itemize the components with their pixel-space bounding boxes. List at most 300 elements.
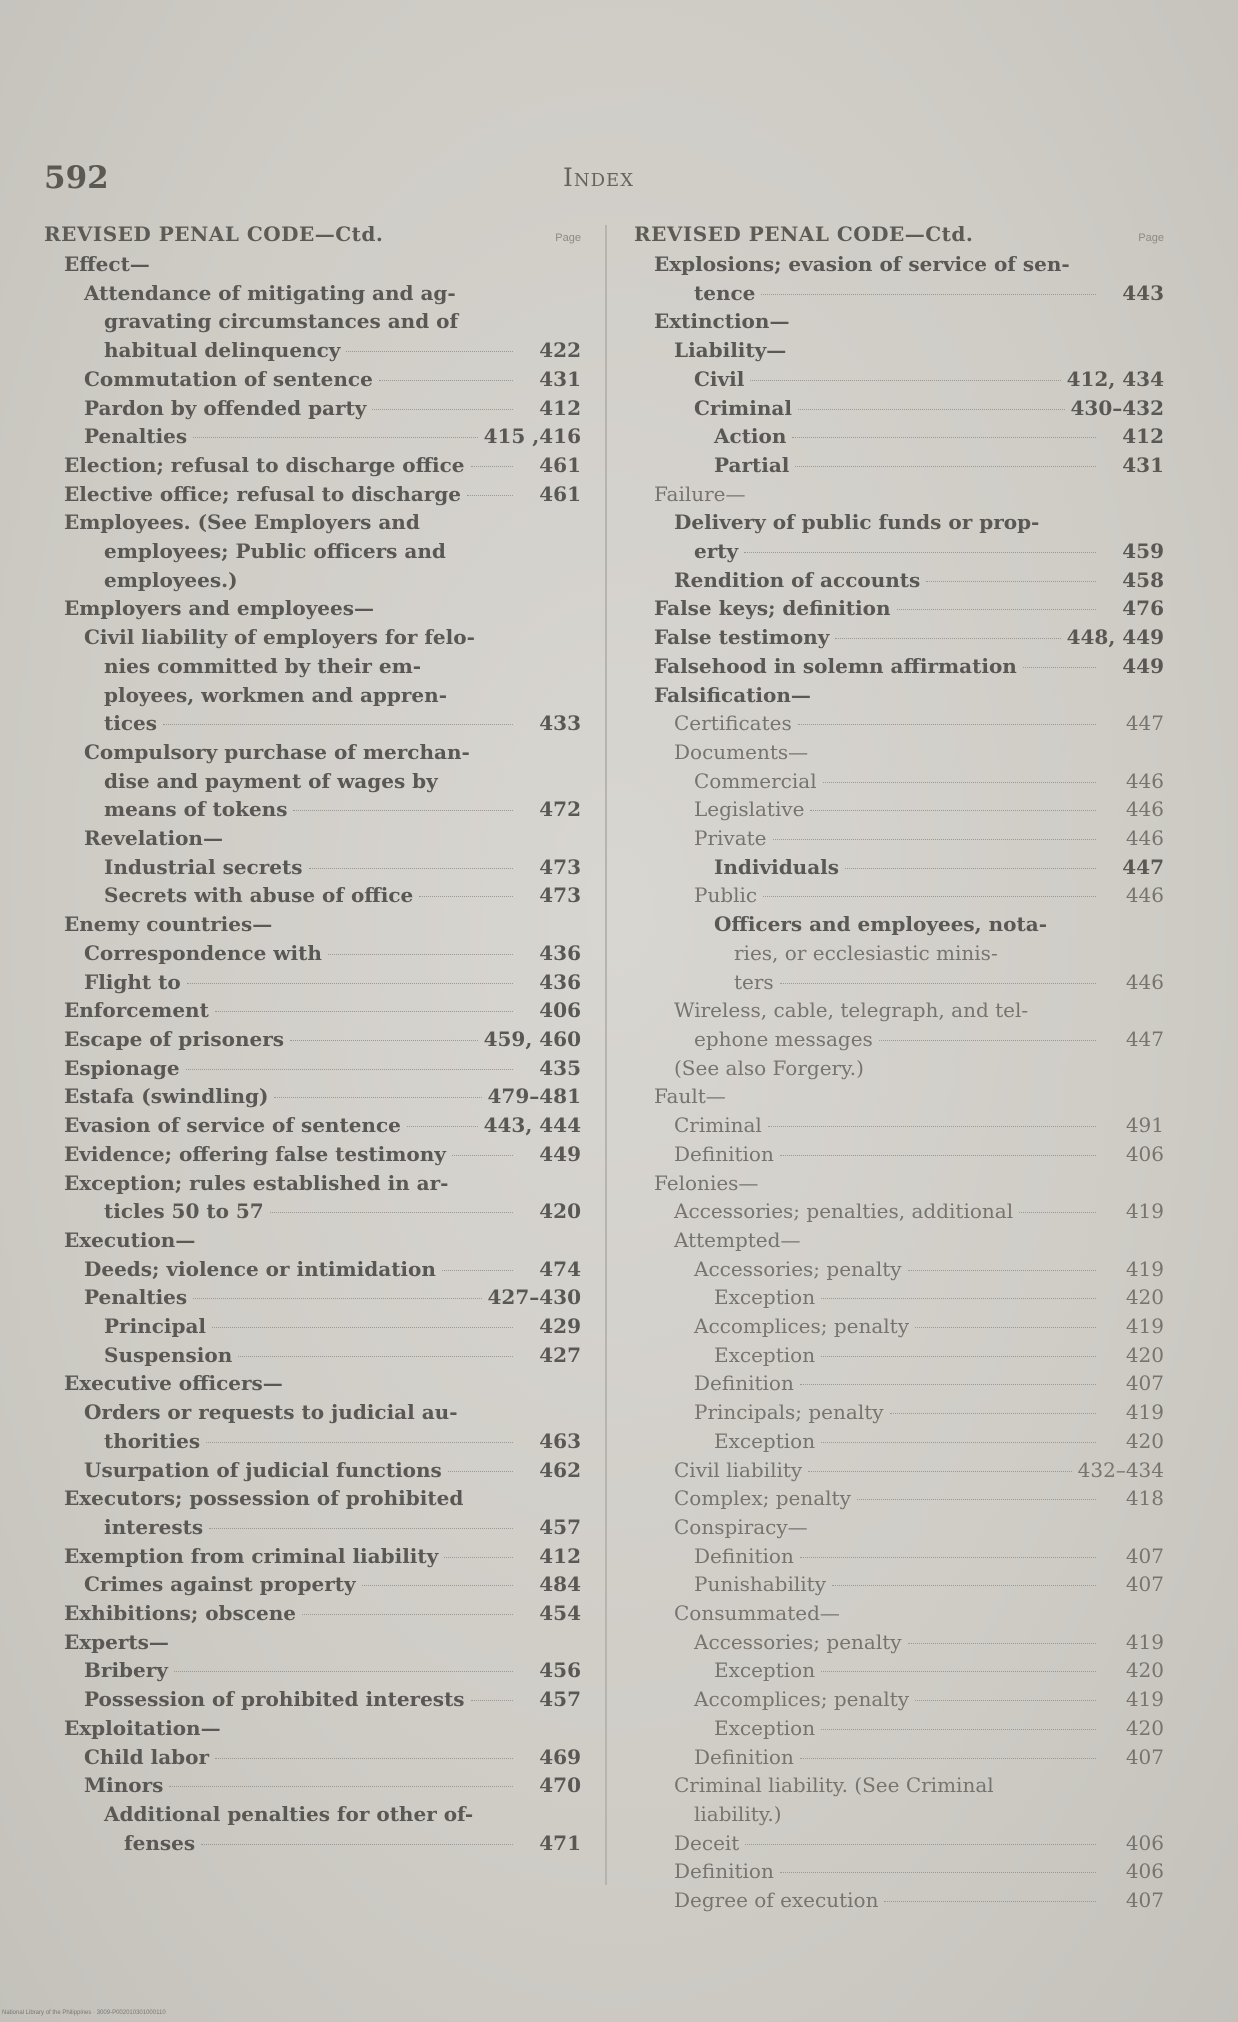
entry-text: Definition xyxy=(694,1744,794,1769)
entry-text: employees.) xyxy=(104,567,238,592)
index-entry xyxy=(44,1082,581,1111)
dot-leader xyxy=(274,1097,481,1098)
index-entry xyxy=(44,1427,581,1456)
index-entry xyxy=(44,307,581,336)
entry-page-ref: 435 xyxy=(539,1055,581,1080)
entry-text: Partial xyxy=(714,452,790,477)
entry-text: Employers and employees— xyxy=(64,596,375,621)
index-entry xyxy=(634,1427,1164,1456)
entry-page-ref: 419 xyxy=(1125,1256,1164,1281)
index-entry xyxy=(44,1771,581,1800)
index-entry xyxy=(44,1398,581,1427)
index-entry xyxy=(44,1714,581,1743)
index-entry xyxy=(44,1140,581,1169)
entry-page-ref: 461 xyxy=(539,481,581,506)
index-entry xyxy=(634,365,1164,394)
entry-text: ephone messages xyxy=(694,1026,873,1051)
left-column-title: REVISED PENAL CODE—Ctd. xyxy=(44,222,384,246)
index-entry xyxy=(44,1743,581,1772)
entry-text: liability.) xyxy=(694,1801,782,1826)
dot-leader xyxy=(328,954,513,955)
entry-page-ref: 420 xyxy=(539,1199,581,1224)
dot-leader xyxy=(379,380,513,381)
dot-leader xyxy=(857,1499,1096,1500)
index-entry xyxy=(44,1628,581,1657)
entry-text: Fault— xyxy=(654,1084,726,1109)
entry-text: nies committed by their em- xyxy=(104,653,422,678)
entry-text: Bribery xyxy=(84,1658,168,1683)
entry-page-ref: 456 xyxy=(539,1658,581,1683)
entry-page-ref: 419 xyxy=(1125,1629,1164,1654)
entry-text: Executors; possession of prohibited xyxy=(64,1486,464,1511)
index-entry xyxy=(634,652,1164,681)
dot-leader xyxy=(215,1758,513,1759)
dot-leader xyxy=(187,983,513,984)
index-entry xyxy=(634,1054,1164,1083)
dot-leader xyxy=(215,1011,513,1012)
index-entry xyxy=(634,939,1164,968)
dot-leader xyxy=(467,495,513,496)
entry-page-ref: 431 xyxy=(539,366,581,391)
entry-text: Accessories; penalty xyxy=(694,1256,902,1281)
entry-text: Principals; penalty xyxy=(694,1400,884,1425)
index-entry xyxy=(44,1685,581,1714)
entry-text: Private xyxy=(694,826,767,851)
index-entry xyxy=(634,1857,1164,1886)
index-entry xyxy=(44,968,581,997)
entry-page-ref: 407 xyxy=(1125,1572,1164,1597)
index-entry xyxy=(44,1800,581,1829)
entry-text: Criminal liability. (See Criminal xyxy=(674,1773,994,1798)
entry-page-ref: 476 xyxy=(1122,596,1164,621)
entry-text: Failure— xyxy=(654,481,746,506)
dot-leader xyxy=(761,294,1096,295)
index-entry xyxy=(44,881,581,910)
dot-leader xyxy=(821,1442,1096,1443)
entry-page-ref: 474 xyxy=(539,1256,581,1281)
index-entry xyxy=(44,1369,581,1398)
index-entry xyxy=(44,681,581,710)
index-entry xyxy=(44,250,581,279)
entry-text: Enemy countries— xyxy=(64,912,273,937)
entry-text: Suspension xyxy=(104,1342,233,1367)
entry-text: Revelation— xyxy=(84,826,223,851)
entry-page-ref: 406 xyxy=(1125,1830,1164,1855)
entry-text: Definition xyxy=(674,1141,774,1166)
index-entry xyxy=(634,996,1164,1025)
entry-text: Action xyxy=(714,424,787,449)
entry-page-ref: 430–432 xyxy=(1070,395,1164,420)
entry-page-ref: 457 xyxy=(539,1514,581,1539)
index-entry xyxy=(44,709,581,738)
entry-text: ters xyxy=(734,969,774,994)
entry-text: Civil liability xyxy=(674,1457,803,1482)
entry-text: Exhibitions; obscene xyxy=(64,1601,296,1626)
entry-page-ref: 458 xyxy=(1122,567,1164,592)
left-entries xyxy=(44,250,581,1857)
entry-text: Degree of execution xyxy=(674,1888,879,1913)
dot-leader xyxy=(798,724,1096,725)
dot-leader xyxy=(407,1126,478,1127)
index-entry xyxy=(44,422,581,451)
entry-text: Deceit xyxy=(674,1830,740,1855)
entry-text: Public xyxy=(694,883,758,908)
entry-page-ref: 443, 444 xyxy=(483,1113,581,1138)
entry-text: Executive officers— xyxy=(64,1371,283,1396)
index-entry xyxy=(634,853,1164,882)
entry-text: dise and payment of wages by xyxy=(104,768,438,793)
index-entry xyxy=(634,1513,1164,1542)
index-entry xyxy=(634,738,1164,767)
dot-leader xyxy=(174,1671,513,1672)
entry-text: Accomplices; penalty xyxy=(694,1314,910,1339)
dot-leader xyxy=(821,1298,1096,1299)
entry-page-ref: 446 xyxy=(1125,797,1164,822)
entry-text: Certificates xyxy=(674,711,792,736)
dot-leader xyxy=(780,1872,1096,1873)
index-entry xyxy=(634,1025,1164,1054)
entry-page-ref: 419 xyxy=(1125,1199,1164,1224)
entry-text: Effect— xyxy=(64,252,150,276)
index-entry xyxy=(44,1829,581,1858)
dot-leader xyxy=(744,552,1096,553)
entry-page-ref: 469 xyxy=(539,1744,581,1769)
dot-leader xyxy=(908,1270,1096,1271)
entry-text: Flight to xyxy=(84,969,181,994)
index-entry xyxy=(44,853,581,882)
entry-text: ries, or ecclesiastic minis- xyxy=(734,940,998,965)
index-entry xyxy=(634,1714,1164,1743)
entry-text: Exemption from criminal liability xyxy=(64,1543,439,1568)
right-column xyxy=(634,222,1164,1915)
index-entry xyxy=(44,1570,581,1599)
page-number: 592 xyxy=(44,160,109,196)
entry-text: Pardon by offended party xyxy=(84,395,367,420)
entry-text: Child labor xyxy=(84,1744,210,1769)
entry-page-ref: 463 xyxy=(539,1428,581,1453)
entry-text: Enforcement xyxy=(64,998,209,1023)
index-entry xyxy=(634,1369,1164,1398)
dot-leader xyxy=(169,1786,513,1787)
footer-credit: National Library of the Philippines · 3009-P002010301000110 xyxy=(2,2010,166,2016)
index-entry xyxy=(44,537,581,566)
entry-text: Criminal xyxy=(674,1113,762,1138)
index-entry xyxy=(634,623,1164,652)
entry-text: Exception xyxy=(714,1342,816,1367)
entry-page-ref: 420 xyxy=(1125,1428,1164,1453)
dot-leader xyxy=(452,1155,513,1156)
index-entry xyxy=(44,996,581,1025)
dot-leader xyxy=(926,581,1096,582)
index-entry xyxy=(44,623,581,652)
index-entry xyxy=(44,824,581,853)
index-entry xyxy=(634,1169,1164,1198)
index-entry xyxy=(634,1743,1164,1772)
index-entry xyxy=(634,1542,1164,1571)
right-entries xyxy=(634,250,1164,1915)
entry-page-ref: 454 xyxy=(539,1601,581,1626)
dot-leader xyxy=(471,466,513,467)
entry-text: Deeds; violence or intimidation xyxy=(84,1256,436,1281)
running-head: Index xyxy=(563,163,635,192)
dot-leader xyxy=(884,1901,1096,1902)
entry-text: habitual delinquency xyxy=(104,338,341,363)
entry-text: ticles 50 to 57 xyxy=(104,1199,264,1224)
dot-leader xyxy=(1019,1212,1096,1213)
entry-text: erty xyxy=(694,539,739,564)
entry-text: Escape of prisoners xyxy=(64,1026,284,1051)
entry-text: interests xyxy=(104,1514,204,1539)
entry-text: Execution— xyxy=(64,1227,196,1252)
index-entry xyxy=(634,1312,1164,1341)
dot-leader xyxy=(763,896,1096,897)
index-entry xyxy=(44,480,581,509)
entry-text: Definition xyxy=(694,1543,794,1568)
entry-page-ref: 422 xyxy=(539,338,581,363)
entry-page-ref: 446 xyxy=(1125,883,1164,908)
entry-text: Evidence; offering false testimony xyxy=(64,1141,446,1166)
dot-leader xyxy=(212,1327,513,1328)
entry-page-ref: 479–481 xyxy=(487,1084,581,1109)
entry-text: Exception xyxy=(714,1658,816,1683)
index-entry xyxy=(634,1341,1164,1370)
index-entry xyxy=(44,738,581,767)
index-entry xyxy=(44,1226,581,1255)
index-entry xyxy=(634,1082,1164,1111)
entry-text: means of tokens xyxy=(104,797,288,822)
index-entry xyxy=(44,365,581,394)
entry-text: Complex; penalty xyxy=(674,1486,851,1511)
index-entry xyxy=(634,279,1164,308)
index-entry xyxy=(634,767,1164,796)
entry-text: Compulsory purchase of merchan- xyxy=(84,739,470,764)
entry-page-ref: 407 xyxy=(1125,1371,1164,1396)
index-entry xyxy=(634,1197,1164,1226)
index-entry xyxy=(634,709,1164,738)
entry-page-ref: 420 xyxy=(1125,1715,1164,1740)
entry-text: Wireless, cable, telegraph, and tel- xyxy=(674,998,1029,1023)
dot-leader xyxy=(750,380,1060,381)
entry-text: Exception xyxy=(714,1285,816,1310)
entry-text: (See also Forgery.) xyxy=(674,1055,864,1080)
entry-text: Experts— xyxy=(64,1629,169,1654)
dot-leader xyxy=(832,1585,1096,1586)
dot-leader xyxy=(309,868,514,869)
index-entry xyxy=(634,307,1164,336)
entry-text: Secrets with abuse of office xyxy=(104,883,414,908)
dot-leader xyxy=(897,609,1096,610)
entry-text: fenses xyxy=(124,1830,196,1855)
entry-text: Espionage xyxy=(64,1055,180,1080)
index-entry xyxy=(634,594,1164,623)
dot-leader xyxy=(908,1643,1096,1644)
entry-page-ref: 407 xyxy=(1125,1543,1164,1568)
entry-text: Criminal xyxy=(694,395,792,420)
dot-leader xyxy=(879,1040,1096,1041)
index-entry xyxy=(44,1255,581,1284)
dot-leader xyxy=(442,1270,513,1271)
dot-leader xyxy=(800,1557,1096,1558)
left-column-header xyxy=(44,222,581,250)
entry-text: Exception xyxy=(714,1428,816,1453)
right-page-label: Page xyxy=(1138,232,1164,244)
dot-leader xyxy=(270,1212,513,1213)
dot-leader xyxy=(773,839,1096,840)
entry-page-ref: 447 xyxy=(1122,854,1164,879)
index-entry xyxy=(634,508,1164,537)
dot-leader xyxy=(821,1671,1096,1672)
entry-page-ref: 433 xyxy=(539,711,581,736)
entry-text: gravating circumstances and of xyxy=(104,309,459,334)
entry-text: False testimony xyxy=(654,625,830,650)
dot-leader xyxy=(238,1356,513,1357)
index-entry xyxy=(634,250,1164,279)
entry-text: Delivery of public funds or prop- xyxy=(674,510,1040,535)
entry-page-ref: 461 xyxy=(539,452,581,477)
entry-text: Civil xyxy=(694,366,745,391)
entry-page-ref: 447 xyxy=(1125,711,1164,736)
entry-text: Principal xyxy=(104,1314,207,1339)
entry-text: Definition xyxy=(674,1859,774,1884)
entry-page-ref: 473 xyxy=(539,883,581,908)
index-entry xyxy=(634,422,1164,451)
entry-page-ref: 420 xyxy=(1125,1285,1164,1310)
index-entry xyxy=(634,1656,1164,1685)
entry-page-ref: 446 xyxy=(1125,826,1164,851)
entry-text: Election; refusal to discharge office xyxy=(64,452,465,477)
index-entry xyxy=(44,1656,581,1685)
index-entry xyxy=(44,1111,581,1140)
right-column-header xyxy=(634,222,1164,250)
entry-text: Accessories; penalties, additional xyxy=(674,1199,1014,1224)
dot-leader xyxy=(800,1384,1096,1385)
entry-text: Elective office; refusal to discharge xyxy=(64,481,461,506)
dot-leader xyxy=(193,1298,481,1299)
index-entry xyxy=(44,336,581,365)
index-entry xyxy=(634,824,1164,853)
entry-page-ref: 420 xyxy=(1125,1342,1164,1367)
entry-page-ref: 429 xyxy=(539,1314,581,1339)
entry-page-ref: 419 xyxy=(1125,1314,1164,1339)
entry-text: employees; Public officers and xyxy=(104,539,446,564)
dot-leader xyxy=(808,1471,1071,1472)
index-entry xyxy=(634,537,1164,566)
index-entry xyxy=(44,939,581,968)
entry-text: Accomplices; penalty xyxy=(694,1687,910,1712)
entry-page-ref: 470 xyxy=(539,1773,581,1798)
index-entry xyxy=(634,881,1164,910)
entry-page-ref: 406 xyxy=(1125,1141,1164,1166)
dot-leader xyxy=(444,1557,513,1558)
dot-leader xyxy=(471,1700,513,1701)
index-entry xyxy=(44,1312,581,1341)
entry-text: ployees, workmen and appren- xyxy=(104,682,447,707)
entry-page-ref: 449 xyxy=(1122,653,1164,678)
dot-leader xyxy=(1023,667,1096,668)
entry-text: Conspiracy— xyxy=(674,1514,808,1539)
dot-leader xyxy=(845,868,1096,869)
dot-leader xyxy=(821,1729,1096,1730)
dot-leader xyxy=(448,1471,513,1472)
dot-leader xyxy=(768,1126,1096,1127)
index-entry xyxy=(44,594,581,623)
entry-text: Legislative xyxy=(694,797,805,822)
index-entry xyxy=(634,336,1164,365)
entry-text: Falsification— xyxy=(654,682,811,707)
index-entry xyxy=(44,1599,581,1628)
entry-text: Documents— xyxy=(674,739,809,764)
entry-text: tices xyxy=(104,711,157,736)
dot-leader xyxy=(186,1069,513,1070)
index-entry xyxy=(44,1197,581,1226)
dot-leader xyxy=(792,437,1096,438)
entry-page-ref: 447 xyxy=(1125,1026,1164,1051)
entry-text: Falsehood in solemn affirmation xyxy=(654,653,1017,678)
entry-page-ref: 427 xyxy=(539,1342,581,1367)
dot-leader xyxy=(346,351,513,352)
entry-page-ref: 419 xyxy=(1125,1687,1164,1712)
index-entry xyxy=(634,566,1164,595)
dot-leader xyxy=(795,466,1096,467)
dot-leader xyxy=(362,1585,513,1586)
entry-text: Individuals xyxy=(714,854,840,879)
dot-leader xyxy=(745,1844,1096,1845)
index-entry xyxy=(634,1829,1164,1858)
entry-page-ref: 472 xyxy=(539,797,581,822)
entry-text: Definition xyxy=(694,1371,794,1396)
entry-text: Crimes against property xyxy=(84,1572,356,1597)
entry-text: Liability— xyxy=(674,338,787,363)
index-entry xyxy=(634,1283,1164,1312)
index-entry xyxy=(634,1484,1164,1513)
entry-text: Attendance of mitigating and ag- xyxy=(84,280,456,305)
index-entry xyxy=(634,1398,1164,1427)
entry-text: Commercial xyxy=(694,768,817,793)
entry-page-ref: 412 xyxy=(1122,424,1164,449)
entry-page-ref: 406 xyxy=(1125,1859,1164,1884)
index-entry xyxy=(44,795,581,824)
entry-page-ref: 459 xyxy=(1122,539,1164,564)
dot-leader xyxy=(798,409,1065,410)
dot-leader xyxy=(821,1356,1096,1357)
index-entry xyxy=(44,1484,581,1513)
dot-leader xyxy=(915,1327,1096,1328)
entry-page-ref: 473 xyxy=(539,854,581,879)
dot-leader xyxy=(890,1413,1096,1414)
index-entry xyxy=(634,1800,1164,1829)
entry-text: Additional penalties for other of- xyxy=(104,1801,474,1826)
left-page-label: Page xyxy=(555,232,581,244)
entry-page-ref: 457 xyxy=(539,1687,581,1712)
index-entry xyxy=(634,968,1164,997)
entry-page-ref: 415 ,416 xyxy=(483,424,581,449)
entry-page-ref: 412 xyxy=(539,395,581,420)
entry-text: Civil liability of employers for felo- xyxy=(84,625,475,650)
entry-page-ref: 436 xyxy=(539,969,581,994)
entry-text: Minors xyxy=(84,1773,164,1798)
entry-text: Possession of prohibited interests xyxy=(84,1687,465,1712)
entry-text: Accessories; penalty xyxy=(694,1629,902,1654)
entry-text: Extinction— xyxy=(654,309,790,334)
dot-leader xyxy=(810,810,1096,811)
index-entry xyxy=(634,480,1164,509)
index-entry xyxy=(44,451,581,480)
index-entry xyxy=(634,1886,1164,1915)
entry-text: Estafa (swindling) xyxy=(64,1084,269,1109)
dot-leader xyxy=(201,1844,513,1845)
index-entry xyxy=(634,910,1164,939)
index-entry xyxy=(44,767,581,796)
